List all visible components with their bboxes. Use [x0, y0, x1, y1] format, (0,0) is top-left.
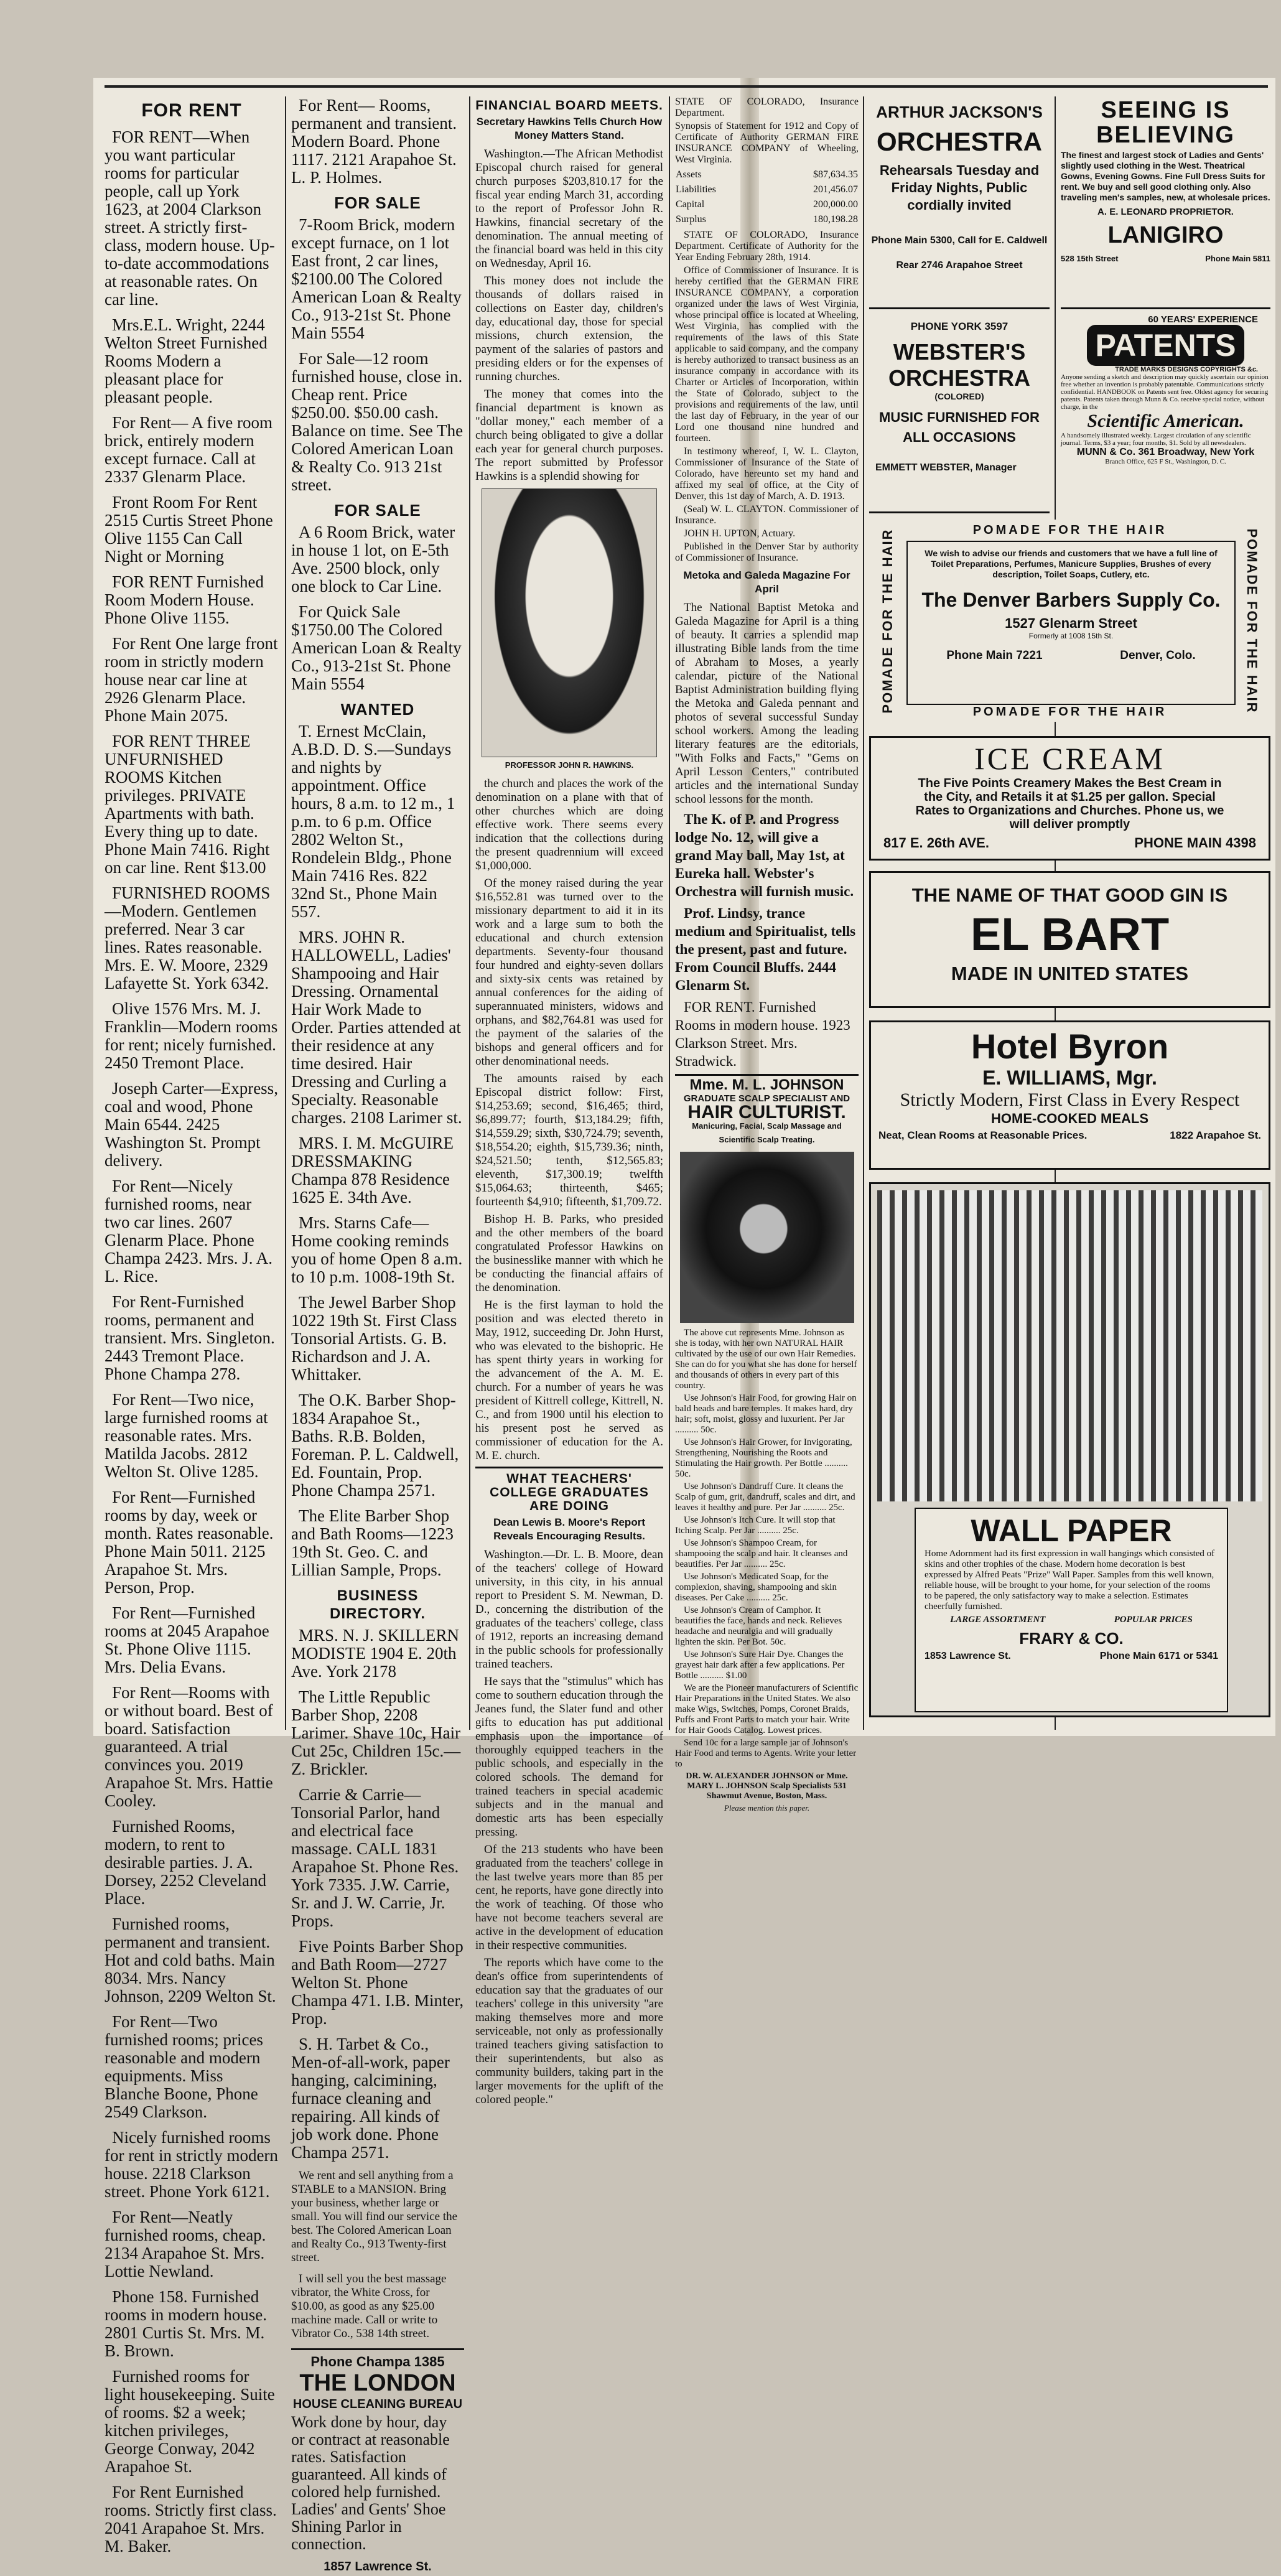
johnson-subtitle: GRADUATE SCALP SPECIALIST AND	[683, 1093, 850, 1104]
johnson-paragraph: Use Johnson's Itch Cure. It will stop that Itching Scalp. Per Jar .......... 25c.	[675, 1515, 836, 1536]
webster-orchestra-ad	[869, 314, 1050, 513]
article-paragraph: The amounts raised by each Episcopal district follow: First, $14,253.69; second, $16,465; third, $6,899.77; fourth, $13,184.29; fifth, $14,559.29; sixth, $30,724.79; seventh, $18,554.20; eighth, $15,739.36; ninth, $24,521.50; tenth, $12,565.83; eleventh, $17,300.19; twelfth $15,064.63; thirteenth, $465; fourteenth $4,910; fifteenth, $1,709.72.	[475, 1072, 663, 1208]
byron-address: 1822 Arapahoe St.	[1170, 1129, 1261, 1141]
patents-munn: MUNN & Co. 361 Broadway, New York	[1076, 447, 1255, 457]
webster-title: WEBSTER'S	[893, 339, 1026, 365]
webster-phone: PHONE YORK 3597	[910, 320, 1008, 332]
wall-paper-tag-2: POPULAR PRICES	[1114, 1615, 1193, 1625]
seeing-body: The finest and largest stock of Ladies and Gents' slightly used clothing in the West. Theatrical Gowns, Evening Gowns. Fine Full Dress Suits for rent. We buy and sell good clothing only. Also traveling men's samples, new, at wholesale prices.	[1061, 150, 1270, 202]
column-3-news	[475, 96, 663, 2106]
johnson-signature: DR. W. ALEXANDER JOHNSON or Mme. MARY L. JOHNSON Scalp Specialists 531 Shawmut Avenue, Boston, Mass.	[686, 1771, 848, 1801]
london-subtitle: HOUSE CLEANING BUREAU	[292, 2397, 463, 2411]
wanted-ad: MRS. I. M. McGUIRE DRESSMAKING Champa 878 Residence 1625 E. 34th Ave.	[291, 1134, 454, 1206]
byron-rooms: Neat, Clean Rooms at Reasonable Prices.	[878, 1129, 1088, 1141]
wall-paper-text-panel	[915, 1508, 1228, 1712]
classified-ad: Phone 158. Furnished rooms in modern house. 2801 Curtis St. Mrs. M. B. Brown.	[105, 2287, 267, 2360]
johnson-paragraph: We are the Pioneer manufacturers of Scientific Hair Preparations in the United States. We also make Wigs, Switches, Pomps, Coronet Braids, Puffs and Front Parts to match your hair. Write for Hair Goods Catalog. Lowest prices.	[675, 1683, 859, 1735]
pomade-address: 1527 Glenarm Street	[1005, 615, 1137, 631]
loan-realty-notice: We rent and sell anything from a STABLE to a MANSION. Bring your business, whether large or small. You will find our service the best. The Colored American Loan and Realty Co., 913 Twenty-first street.	[291, 2169, 458, 2264]
wanted-ad: MRS. JOHN R. HALLOWELL, Ladies' Shampooing and Hair Dressing. Ornamental Hair Work Made to Order. Parties attended at their residence at any time desired. Hair Dressing and Curling a Specialty. Reasonable charges. 2108 Larimer st.	[291, 928, 462, 1127]
gin-line-1: THE NAME OF THAT GOOD GIN IS	[911, 884, 1228, 906]
patents-experience: 60 YEARS' EXPERIENCE	[1148, 314, 1258, 325]
wall-paper-title: WALL PAPER	[971, 1513, 1172, 1548]
wanted-ad: Mrs. Starns Cafe—Home cooking reminds you of home Open 8 a.m. to 10 p.m. 1008-19th St.	[291, 1213, 463, 1286]
teachers-college-subhead: Dean Lewis B. Moore's Report Reveals Encouraging Results.	[493, 1516, 645, 1542]
pomade-former-address: Formerly at 1008 15th St.	[1028, 632, 1114, 640]
ice-cream-phone: PHONE MAIN 4398	[1134, 835, 1256, 851]
rent-ad-holmes: For Rent— Rooms, permanent and transient. Modern Board. Phone 1117. 2121 Arapahoe St. L. P. Holmes.	[291, 96, 457, 187]
article-paragraph: He is the first layman to hold the position and was elected thereto in May, 1912, succeeding Dr. John Hurst, who was elevated to the bishopric. He has spent thirty years in working for the advancement of the A. M. E. church. For a number of years he was president of Kittrell college, Kittrell, N. C., and from 1900 until his election to his present post he served as commissioner of education for the A. M. E. church.	[475, 1299, 663, 1462]
pomade-ad	[869, 520, 1270, 722]
patents-scientific-american: Scientific American.	[1087, 411, 1244, 431]
classified-ad: FURNISHED ROOMS—Modern. Gentlemen preferred. Near 3 car lines. Rates reasonable. Mrs. E. W. Moore, 2329 Lafayette St. York 6342.	[105, 884, 271, 992]
johnson-photo	[680, 1152, 854, 1323]
patents-body-2: A handsomely illustrated weekly. Largest circulation of any scientific journal. Terms, $3 a year; four months, $1. Sold by all newsdealers.	[1061, 432, 1251, 447]
column-rule	[469, 96, 470, 1730]
column-2-classifieds	[291, 96, 464, 2574]
lindsy-notice: Prof. Lindsy, trance medium and Spiritualist, tells the present, past and future. From Council Bluffs. 2444 Glenarm St.	[675, 905, 856, 993]
notice-paragraph: Office of Commissioner of Insurance. It is hereby certified that the GERMAN FIRE INSURANCE COMPANY, a corporation organized under the laws of West Virginia, whose principal office is located at Wheeling, West Virginia, has complied with the requirements of the laws of this State applicable to said company, and the company is hereby authorized to transact business as an insurance company in accordance with its Charter or Articles of Incorporation, within the State of Colorado, subject to the provisions and requirements of the law, until the last day of February, in the year of our Lord one thousand nine hundred and fourteen.	[675, 265, 859, 444]
financial-label: Surplus	[676, 214, 706, 225]
directory-ad: MRS. N. J. SKILLERN MODISTE 1904 E. 20th Ave. York 2178	[291, 1626, 460, 1681]
notice-paragraph: Published in the Denver Star by authority of Commissioner of Insurance.	[675, 541, 859, 563]
wall-paper-company: FRARY & CO.	[1019, 1629, 1124, 1648]
johnson-paragraph: Use Johnson's Cream of Camphor. It beautifies the face, hands and neck. Relieves headache and neuralgia and will gradually lighten the skin. Per Bot. 50c.	[675, 1605, 842, 1647]
wanted-ad: The Jewel Barber Shop 1022 19th St. First Class Tonsorial Artists. G. B. Richardson and J. A. Whittaker.	[291, 1293, 457, 1384]
ice-cream-body: The Five Points Creamery Makes the Best Cream in the City, and Retails it at $1.25 per gallon. Special Rates to Organizations and Churches. Phone us, we will deliver promptly	[915, 777, 1224, 831]
for-rent-heading: FOR RENT	[141, 100, 242, 121]
johnson-paragraph: Use Johnson's Dandruff Cure. It cleans the Scalp of gum, grit, dandruff, scales and dirt, and leaves it healthy and pure. Per Jar .......... 25c.	[675, 1482, 855, 1513]
for-sale-ads	[291, 216, 464, 494]
ice-cream-title: ICE CREAM	[974, 741, 1165, 776]
london-address: 1857 Lawrence St.	[324, 2560, 432, 2574]
top-rule	[105, 85, 1268, 88]
classified-ad: Nicely furnished rooms for rent in strictly modern house. 2218 Clarkson street. Phone York 6121.	[105, 2128, 278, 2201]
seeing-brand: LANIGIRO	[1107, 222, 1224, 248]
wall-paper-tags	[916, 1615, 1227, 1625]
insurance-certificate	[675, 230, 859, 564]
patents-title: PATENTS	[1087, 325, 1245, 366]
column-1-classifieds	[105, 96, 279, 2555]
johnson-paragraph: Use Johnson's Hair Grower, for Invigorating, Strengthening, Nourishing the Roots and Stimulating the Hair growth. Per Bottle .......... 50c.	[675, 1437, 852, 1479]
financial-row	[675, 182, 859, 197]
classified-ad: FOR RENT THREE UNFURNISHED ROOMS Kitchen privileges. PRIVATE Apartments with bath. Every thing up to date. Phone Main 7416. Right on car line. Rent $13.00	[105, 732, 270, 877]
patents-body: Anyone sending a sketch and description may quickly ascertain our opinion free whether an invention is probably patentable. Communications strictly confidential. HANDBOOK on Patents sent free. Oldest agency for securing patents. Patents taken through Munn & Co. receive special notice, without charge, in the	[1061, 373, 1269, 411]
classified-ad: Furnished rooms, permanent and transient. Hot and cold baths. Main 8034. Mrs. Nancy Johnson, 2209 Welton St.	[105, 1915, 276, 2005]
wall-paper-contact	[916, 1648, 1227, 1662]
johnson-paragraph: Use Johnson's Sure Hair Dye. Changes the grayest hair dark after a few applications. Per Bottle .......... $1.00	[675, 1650, 845, 1681]
classified-ad: For Rent—Nicely furnished rooms, near two car lines. 2607 Glenarm Place. Phone Champa 2423. Mrs. J. A. L. Rice.	[105, 1177, 273, 1286]
jackson-address: Rear 2746 Arapahoe Street	[896, 260, 1023, 271]
financial-board-headline: FINANCIAL BOARD MEETS.	[475, 98, 663, 113]
seeing-believing-ad	[1061, 98, 1270, 309]
london-phone: Phone Champa 1385	[310, 2354, 445, 2369]
wall-paper-body: Home Adornment had its first expression in wall hangings which consisted of skins and other trophies of the chase. Modern home decoration is best expressed by Alfred Peats "Prize" Wall Paper. Samples from this well known, reliable house, will be brought to your home, for your selection of the rooms to be papered, the only satisfactory way to make a selection. Estimates cheerfully furnished.	[925, 1549, 1215, 1612]
notice-paragraph: Synopsis of Statement for 1912 and Copy of Certificate of Authority GERMAN FIRE INSURANCE COMPANY of Wheeling, West Virginia.	[675, 121, 859, 165]
wanted-ad: T. Ernest McClain, A.B.D. D. S.—Sundays and nights by appointment. Office hours, 8 a.m. to 12 m., 1 p.m. to 6 p.m. Office 2802 Welton St., Rondelein Bldg., Phone Main 7416 Res. 822 32nd St., Phone Main 557.	[291, 722, 455, 921]
directory-ad: The Little Republic Barber Shop, 2208 Larimer. Shave 10c, Hair Cut 25c, Children 15c.—Z. Brickler.	[291, 1687, 461, 1778]
classified-ad: Furnished Rooms, modern, to rent to desirable parties. J. A. Dorsey, 2252 Cleveland Place.	[105, 1817, 266, 1908]
for-sale-ads-2	[291, 523, 464, 693]
classified-ad: Front Room For Rent 2515 Curtis Street Phone Olive 1155 Can Call Night or Morning	[105, 493, 273, 566]
sale-ad: For Quick Sale $1750.00 The Colored American Loan & Realty Co., 913-21st St. Phone Main 5554	[291, 602, 462, 693]
webster-orchestra: ORCHESTRA	[888, 365, 1030, 391]
johnson-paragraph: Use Johnson's Medicated Soap, for the complexion, shaving, shampooing and skin diseases. Per Cake .......... 25c.	[675, 1572, 837, 1603]
financial-value: $87,634.35	[813, 169, 858, 180]
notice-paragraph: In testimony whereof, I, W. L. Clayton, Commissioner of Insurance of the State of Colorado, have hereunto set my hand and affixed my seal of office, at the City of Denver, this 1st day of March, A. D. 1913.	[675, 446, 859, 502]
jackson-orchestra-ad	[869, 98, 1050, 309]
stradwick-rent-notice: FOR RENT. Furnished Rooms in modern house. 1923 Clarkson Street. Mrs. Stradwick.	[675, 999, 850, 1069]
seeing-proprietor: A. E. LEONARD PROPRIETOR.	[1097, 207, 1234, 217]
gin-name: EL BART	[970, 908, 1170, 960]
pomade-phone: Phone Main 7221	[946, 649, 1043, 662]
wall-paper-address: 1853 Lawrence St.	[925, 1651, 1011, 1661]
hawkins-portrait	[482, 488, 657, 757]
classified-ad: For Rent—Two nice, large furnished rooms at reasonable rates. Mrs. Matilda Jacobs. 2812 Welton St. Olive 1285.	[105, 1390, 268, 1481]
jackson-body: Rehearsals Tuesday and Friday Nights, Public cordially invited	[879, 162, 1040, 213]
teachers-college-headline: WHAT TEACHERS' COLLEGE GRADUATES ARE DOING	[490, 1472, 649, 1513]
teachers-college-body	[475, 1548, 663, 2107]
byron-meals: HOME-COOKED MEALS	[991, 1111, 1148, 1126]
for-sale-heading: FOR SALE	[334, 194, 421, 212]
pomade-company: The Denver Barbers Supply Co.	[921, 589, 1221, 611]
pomade-side-left: POMADE FOR THE HAIR	[880, 528, 895, 714]
column-rule	[669, 96, 670, 1730]
london-ad	[291, 2348, 464, 2576]
wanted-ad: The O.K. Barber Shop-1834 Arapahoe St., Baths. R.B. Bolden, Foreman. P. L. Caldwell, Ed. Fountain, Prop. Phone Champa 2571.	[291, 1391, 459, 1500]
london-body: Work done by hour, day or contract at reasonable rates. Satisfaction guaranteed. All kinds of colored help furnished. Ladies' and Gents' Shoe Shining Parlor in connection.	[291, 2413, 450, 2553]
patents-ad	[1061, 314, 1270, 513]
seeing-title: SEEING IS BELIEVING	[1096, 97, 1235, 148]
webster-body: MUSIC FURNISHED FOR ALL OCCASIONS	[879, 409, 1040, 445]
hotel-byron-ad	[869, 1020, 1270, 1170]
column-4-news	[675, 96, 859, 1813]
classified-ad: FOR RENT—When you want particular rooms for particular people, call up York 1623, at 2004 Clarkson street. A strictly first-class, modern house. Up-to-date accommodations at reasonable rates. On car line.	[105, 128, 275, 309]
article-paragraph: He says that the "stimulus" which has come to southern education through the Jeanes fund, the Slater fund and other gifts to education has put additional emphasis upon the importance of thoroughly equipped teachers in the public schools, and especially in the colored schools. The demand for trained teachers in special academic subjects and in the manual and domestic arts has been especially pressing.	[475, 1675, 663, 1839]
notice-paragraph: STATE OF COLORADO, Insurance Department.	[675, 96, 859, 118]
jackson-title: ARTHUR JACKSON'S	[876, 103, 1043, 121]
johnson-paragraph: Use Johnson's Hair Food, for growing Hair on bald heads and bare temples. It makes hard, dry hair; soft, moist, glossy and luxurient. Per Jar .......... 50c.	[675, 1393, 857, 1435]
wall-paper-artwork	[877, 1190, 1262, 1501]
financial-row	[675, 167, 859, 182]
johnson-ad	[675, 1074, 859, 1815]
financial-label: Assets	[676, 169, 702, 180]
metoka-body: The National Baptist Metoka and Galeda Magazine for April is a thing of beauty. It carries a splendid map illustrating Bible lands from the time of Abraham to Moses, a yearly calendar, picture of the National Baptist Administration building flying the Metoka and Galeda pennant and photos of several successful Sunday school workers. Among the leading literary features are the editorials, "With Folks and Facts," "Gems on April Lesson Centers," contributed articles and the international Sunday school lessons for the month.	[675, 601, 859, 806]
london-title: THE LONDON	[299, 2370, 456, 2396]
pomade-side-right: POMADE FOR THE HAIR	[1244, 528, 1260, 714]
financial-board-body-2	[475, 777, 663, 1463]
pomade-body: We wish to advise our friends and customers that we have a full line of Toilet Preparations, Perfumes, Manicure Supplies, Brushes of every description, Toilet Soaps, Cutlery, etc.	[925, 548, 1218, 579]
for-sale-heading-2: FOR SALE	[334, 501, 421, 520]
directory-ad: S. H. Tarbet & Co., Men-of-all-work, paper hanging, calcimining, furnace cleaning and repairing. All kinds of job work done. Phone Champa 2571.	[291, 2035, 450, 2162]
column-rule	[285, 96, 286, 1730]
johnson-title: HAIR CULTURIST.	[687, 1102, 846, 1122]
business-directory-ads	[291, 1626, 464, 2162]
webster-colored: (COLORED)	[934, 391, 984, 401]
johnson-paragraph: Send 10c for a large sample jar of Johnson's Hair Food and terms to Agents. Write your letter to	[675, 1738, 857, 1769]
sale-ad: 7-Room Brick, modern except furnace, on 1 lot East front, 2 car lines, $2100.00 The Colored American Loan & Realty Co., 913-21st St. Phone Main 5554	[291, 215, 462, 342]
classified-ad: Mrs.E.L. Wright, 2244 Welton Street Furnished Rooms Modern a pleasant place for pleasant people.	[105, 315, 268, 406]
classified-ad: For Rent—Rooms with or without board. Best of board. Satisfaction guaranteed. A trial convinces you. 2019 Arapahoe St. Mrs. Hattie Cooley.	[105, 1683, 273, 1810]
notice-paragraph: STATE OF COLORADO, Insurance Department. Certificate of Authority for the Year Ending February 28th, 1914.	[675, 230, 859, 263]
financial-label: Liabilities	[676, 184, 716, 195]
wanted-ad: The Elite Barber Shop and Bath Rooms—1223 19th St. Geo. C. and Lillian Sample, Props.	[291, 1506, 454, 1579]
jackson-phone: Phone Main 5300, Call for E. Caldwell	[871, 235, 1048, 246]
financial-board-subhead: Secretary Hawkins Tells Church How Money Matters Stand.	[476, 116, 663, 141]
pomade-banner-bottom: POMADE FOR THE HAIR	[972, 705, 1167, 719]
article-paragraph: the church and places the work of the denomination on a plane with that of other churches which are doing effective work. There seems every indication that the collections during the present quadrennium will exceed $1,000,000.	[475, 777, 663, 872]
byron-footer	[871, 1127, 1269, 1142]
article-paragraph: Washington.—Dr. L. B. Moore, dean of the teachers' college of Howard university, in this city, in his annual report to President S. M. Newman, D. D., concerning the distribution of the graduates of the teachers' college, class of 1912, reports an increasing demand in the public schools for professionally trained teachers.	[475, 1548, 663, 1671]
johnson-name: Mme. M. L. JOHNSON	[689, 1076, 844, 1093]
el-bart-gin-ad	[869, 871, 1270, 1008]
article-paragraph: Bishop H. B. Parks, who presided and the other members of the board congratulated Professor Hawkins on the businesslike manner with which he be conducting the financial affairs of the denomination.	[475, 1213, 663, 1294]
ice-cream-ad	[869, 736, 1270, 861]
sale-ad: A 6 Room Brick, water in house 1 lot, on E-5th Ave. 2500 block, only one block to Car Line.	[291, 523, 455, 595]
byron-manager: E. WILLIAMS, Mgr.	[982, 1066, 1157, 1089]
business-directory-heading: BUSINESS DIRECTORY.	[329, 1587, 426, 1622]
article-paragraph: Of the 213 students who have been graduated from the teachers' college in the last twelve years more than 85 per cent, he reports, have gone directly into the work of teaching. Of those who have not become teachers several are active in the development of education in their respective communities.	[475, 1843, 663, 1952]
classified-ad: Olive 1576 Mrs. M. J. Franklin—Modern rooms for rent; nicely furnished. 2450 Tremont Place.	[105, 999, 278, 1072]
directory-ad: Five Points Barber Shop and Bath Room—2727 Welton St. Phone Champa 471. I.B. Minter, Prop.	[291, 1937, 464, 2028]
article-paragraph: This money does not include the thousands of dollars raised in collections on Easter day, children's day, educational day, those for special missions, church extension, the payment of the salaries of pastors and presiding elders or for the expenses of running churches.	[475, 274, 663, 383]
classified-ad: For Rent-Furnished rooms, permanent and transient. Mrs. Singleton. 2443 Tremont Place. Phone Champa 278.	[105, 1292, 275, 1383]
financial-board-body-1	[475, 147, 663, 483]
classified-ad: FOR RENT Furnished Room Modern House. Phone Olive 1155.	[105, 572, 264, 627]
byron-tagline: Strictly Modern, First Class in Every Respect	[900, 1090, 1240, 1110]
kp-ball-notice: The K. of P. and Progress lodge No. 12, will give a grand May ball, May 1st, at Eureka hall. Webster's Orchestra will furnish music.	[675, 811, 854, 899]
classified-ad: Joseph Carter—Express, coal and wood, Phone Main 6544. 2425 Washington St. Prompt delivery.	[105, 1079, 278, 1170]
classified-ad: Furnished rooms for light housekeeping. Suite of rooms. $2 a week; kitchen privileges, George Conway, 2042 Arapahoe St.	[105, 2367, 275, 2476]
wanted-ads	[291, 722, 464, 1579]
patents-marks: TRADE MARKS DESIGNS COPYRIGHTS &c.	[1115, 366, 1258, 373]
vibrator-notice: I will sell you the best massage vibrator, the White Cross, for $10.00, as good as any $25.00 machine made. Call or write to Vibrator Co., 538 14th street.	[291, 2272, 447, 2340]
financial-row	[675, 197, 859, 212]
wall-paper-ad	[869, 1182, 1270, 1717]
classified-ad: For Rent—Two furnished rooms; prices reasonable and modern equipments. Miss Blanche Boone, Phone 2549 Clarkson.	[105, 2012, 263, 2121]
pomade-contact	[908, 649, 1234, 663]
hawkins-caption: PROFESSOR JOHN R. HAWKINS.	[505, 760, 634, 770]
pomade-banner-top: POMADE FOR THE HAIR	[972, 523, 1167, 537]
insurance-financials	[675, 167, 859, 227]
column-rule	[863, 96, 864, 1730]
article-paragraph: Of the money raised during the year $16,552.81 was turned over to the missionary department to aid it in its work and a large sum to both the educational and church extension departments. Seventy-four thousand four hundred and eighty-seven dollars and sixty-six cents was retained by annual conferences for the aiding of superannuated ministers, widows and orphans, and $82,764.81 was used for the payment of the salaries of the bishops and general officers and for other denominational needs.	[475, 877, 663, 1068]
financial-label: Capital	[676, 199, 705, 210]
patents-branch: Branch Office, 625 F St., Washington, D. C.	[1105, 458, 1226, 465]
financial-value: 200,000.00	[813, 199, 858, 210]
classified-ad: For Rent—Neatly furnished rooms, cheap. 2134 Arapahoe St. Mrs. Lottie Newland.	[105, 2208, 266, 2280]
wanted-heading: WANTED	[340, 700, 415, 719]
classified-ad: For Rent—Furnished rooms at 2045 Arapahoe St. Phone Olive 1115. Mrs. Delia Evans.	[105, 1603, 269, 1676]
wall-paper-tag-1: LARGE ASSORTMENT	[950, 1615, 1046, 1625]
classified-ad: For Rent Eurnished rooms. Strictly first class. 2041 Arapahoe St. Mrs. M. Baker.	[105, 2483, 277, 2555]
article-paragraph: The money that comes into the financial department is known as "dollar money," each member of a church being obligated to give a dollar each year for general church purposes. The report submitted by Professor Hawkins is a splendid showing for	[475, 388, 663, 483]
metoka-headline: Metoka and Galeda Magazine For April	[683, 569, 850, 595]
jackson-orchestra: ORCHESTRA	[876, 127, 1042, 156]
ice-cream-address: 817 E. 26th AVE.	[883, 835, 989, 851]
article-paragraph: The reports which have come to the dean's office from superintendents of education say that the graduates of our teachers' college in this university "are making themselves more and more serviceable, not only as professionally trained teachers giving satisfaction to their superintendents, but also as community builders, taking part in the larger movements for the uplift of the colored people."	[475, 1956, 663, 2106]
directory-ad: Carrie & Carrie—Tonsorial Parlor, hand and electrical face massage. CALL 1831 Arapahoe St. Phone Res. York 7335. J.W. Carrie, Sr. and J. W. Carrie, Jr. Props.	[291, 1785, 459, 1930]
johnson-services: Manicuring, Facial, Scalp Massage and Scientific Scalp Treating.	[692, 1121, 842, 1144]
seeing-phone: Phone Main 5811	[1205, 254, 1270, 263]
johnson-paragraph: Use Johnson's Shampoo Cream, for shampooing the scalp and hair. It cleanses and beautifies. Per Jar .......... 25c.	[675, 1538, 848, 1569]
pomade-inner-box	[906, 541, 1236, 705]
ice-cream-contact	[871, 831, 1269, 851]
wall-paper-phone: Phone Main 6171 or 5341	[1099, 1651, 1218, 1661]
article-paragraph: Washington.—The African Methodist Episcopal church raised for general church purposes $203,810.17 for the fiscal year ending March 31, according to the report of Professor John R. Hawkins, financial secretary of the denomination. The annual meeting of the financial board was held in this city on Wednesday, April 16.	[475, 147, 663, 270]
financial-row	[675, 212, 859, 227]
sale-ad: For Sale—12 room furnished house, close in. Cheap rent. Price $250.00. $50.00 cash. Balance on time. See The Colored American Loan & Realty Co. 913 21st street.	[291, 349, 463, 494]
newspaper-page	[93, 78, 1275, 2574]
gin-line-2: MADE IN UNITED STATES	[951, 963, 1189, 984]
webster-manager: EMMETT WEBSTER, Manager	[875, 462, 1017, 473]
financial-value: 180,198.28	[813, 214, 858, 225]
classified-ad: For Rent— A five room brick, entirely modern except furnace. Call at 2337 Glenarm Place.	[105, 413, 273, 486]
classified-ad: For Rent One large front room in strictly modern house near car line at 2926 Glenarm Place. Phone Main 2075.	[105, 634, 278, 725]
johnson-note: Please mention this paper.	[724, 1803, 810, 1813]
notice-paragraph: JOHN H. UPTON, Actuary.	[684, 528, 796, 539]
johnson-body	[675, 1328, 859, 1770]
notice-paragraph: (Seal) W. L. CLAYTON. Commissioner of Insurance.	[675, 504, 859, 526]
classified-ad: For Rent—Furnished rooms by day, week or month. Rates reasonable. Phone Main 5011. 2125 Arapahoe St. Mrs. Person, Prop.	[105, 1488, 274, 1597]
seeing-contact	[1061, 254, 1270, 263]
for-rent-ads	[105, 128, 279, 2555]
insurance-notice	[675, 96, 859, 166]
byron-title: Hotel Byron	[971, 1027, 1169, 1066]
financial-value: 201,456.07	[813, 184, 858, 195]
johnson-paragraph: The above cut represents Mme. Johnson as she is today, with her own NATURAL HAIR cultivated by the use of our own Hair Remedies. She can do for you what she has done for herself and thousands of others in every part of this country.	[675, 1328, 857, 1391]
pomade-city: Denver, Colo.	[1120, 649, 1196, 662]
seeing-address: 528 15th Street	[1061, 254, 1119, 263]
